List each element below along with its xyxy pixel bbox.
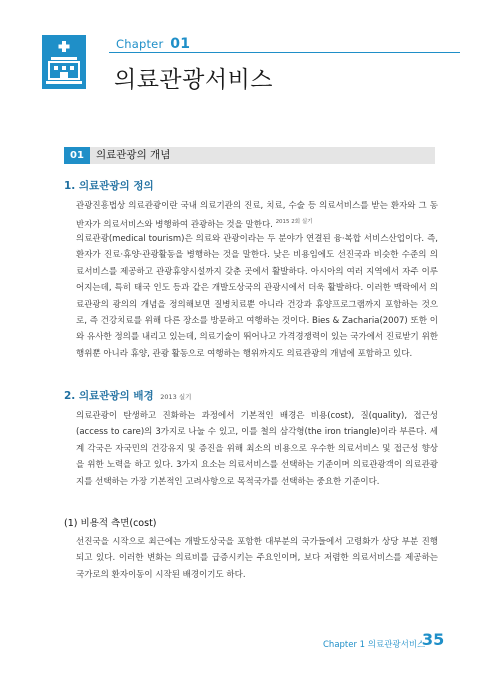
section-title: 의료관광의 개념 [96, 149, 171, 161]
subheading-definition [64, 178, 154, 193]
paragraph-definition-1-text: 관광진흥법상 의료관광이란 국내 의료기관의 진료, 치료, 수술 등 의료서비스를 받는 환자와 그 동반자가 의료서비스와 병행하여 관광하는 것을 말한다. [76, 201, 438, 231]
paragraph-definition-1 [76, 198, 438, 234]
chapter-word: Chapter [116, 37, 164, 51]
item-heading-cost: (1) 비용적 측면(cost) [64, 518, 157, 529]
footer-chapter-ref: Chapter 1 의료관광서비스 [323, 640, 426, 650]
subheading-background [64, 388, 191, 403]
page-number: 35 [422, 630, 445, 649]
exam-note-background: 2013 실기 [160, 393, 192, 401]
paragraph-background: 의료관광이 탄생하고 진화하는 과정에서 기본적인 배경은 비용(cost), 질(quality), 접근성(access to care)의 3가지로 나눌 수 있고, 이를 철의 삼각형(the iron triangle)이라 부른다. 세계 각국은 자국민의 건강유지 및 증진을 위해 최소의 비용으로 우수한 의료서비스 및 접근성 향상을 위한 노력을 하고 있다. 3가지 요소는 의료서비스를 선택하는 기준이며 의료관광객이 의료관광지를 선택하는 가장 기본적인 고려사항으로 목적국가를 선택하는 중요한 기준이다. [76, 411, 438, 487]
exam-note: 2015 2회 실기 [275, 219, 313, 226]
subheading-definition-text: 1. 의료관광의 정의 [64, 180, 154, 192]
chapter-label [116, 36, 190, 52]
hospital-building-icon [42, 35, 86, 89]
subheading-background-text: 2. 의료관광의 배경 [64, 390, 154, 402]
chapter-title: 의료관광서비스 [114, 67, 274, 93]
section-number-badge: 01 [64, 147, 90, 164]
paragraph-definition-2: 의료관광(medical tourism)은 의료와 관광이라는 두 분야가 연결된 융·복합 서비스산업이다. 즉, 환자가 진료·휴양·관광활동을 병행하는 것을 말한다. 낮은 비용임에도 선진국과 비슷한 수준의 의료서비스를 제공하고 관광휴양시설까지 갖춘 곳에서 활발하다. 아시아의 여러 지역에서 자주 이루어지는데, 특히 태국 인도 등과 같은 개발도상국의 관광시에서 더욱 활발하다. 이러한 맥락에서 의료관광의 광의의 개념을 정의해보면 질병치료뿐 아니라 건강과 휴양프로그램까지 포함하는 것으로, 즉 건강치료를 위해 다른 장소를 방문하고 여행하는 것이다. Bies & Zacharia(2007) 또한 이와 유사한 정의를 내리고 있는데, 의료기술이 뛰어나고 가격경쟁력이 있는 국가에서 진료받기 위한 행위뿐 아니라 휴양, 관광 활동으로 여행하는 행위까지도 의료관광의 개념에 포함하고 있다. [76, 234, 438, 359]
chapter-number: 01 [170, 36, 191, 52]
paragraph-cost: 선진국을 시작으로 최근에는 개발도상국을 포함한 대부분의 국가들에서 고령화가 상당 부분 진행되고 있다. 이러한 변화는 의료비를 급증시키는 주요인이며, 보다 저렴한 의료서비스를 제공하는 국가로의 환자이동이 시작된 배경이기도 하다. [76, 537, 438, 580]
header-rule [109, 52, 460, 53]
